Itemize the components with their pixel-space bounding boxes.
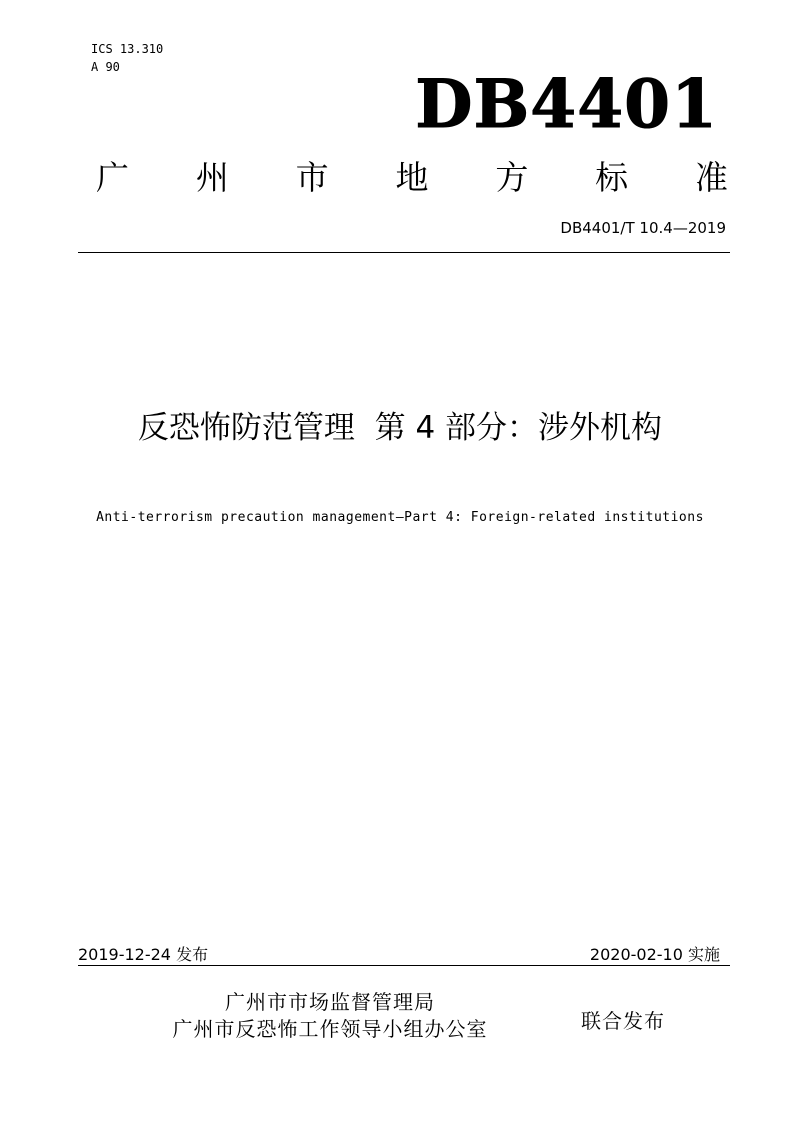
standard-type-char: 准 — [694, 158, 728, 197]
ccs-code: A 90 — [91, 60, 120, 74]
standard-number: DB4401/T 10.4—2019 — [560, 219, 726, 237]
issue-date: 2019-12-24 发布 — [78, 945, 209, 964]
standard-type-char: 方 — [495, 158, 529, 197]
implementation-date: 2020-02-10 实施 — [589, 945, 720, 964]
title-english: Anti-terrorism precaution management—Part 4: Foreign-related institutions — [96, 510, 704, 525]
standard-type-char: 广 — [96, 158, 129, 197]
classification-codes — [91, 40, 163, 76]
issuer: 广州市市场监督管理局 — [225, 990, 435, 1014]
header-divider — [78, 252, 730, 253]
ics-code: ICS 13.310 — [91, 42, 164, 56]
standard-type-char: 市 — [295, 158, 329, 197]
joint-issue-note: 联合发布 — [581, 1009, 665, 1033]
standard-type-char: 标 — [595, 158, 629, 197]
title-chinese: 反恐怖防范管理 第 4 部分：涉外机构 — [137, 410, 663, 446]
standard-type-char: 地 — [395, 158, 429, 197]
footer-divider — [78, 965, 730, 966]
issuing-authorities — [120, 989, 540, 1043]
standard-type — [96, 156, 728, 200]
standard-type-char: 州 — [195, 158, 229, 197]
issuer: 广州市反恐怖工作领导小组办公室 — [172, 1017, 488, 1041]
standard-code: DB4401 — [415, 65, 718, 143]
